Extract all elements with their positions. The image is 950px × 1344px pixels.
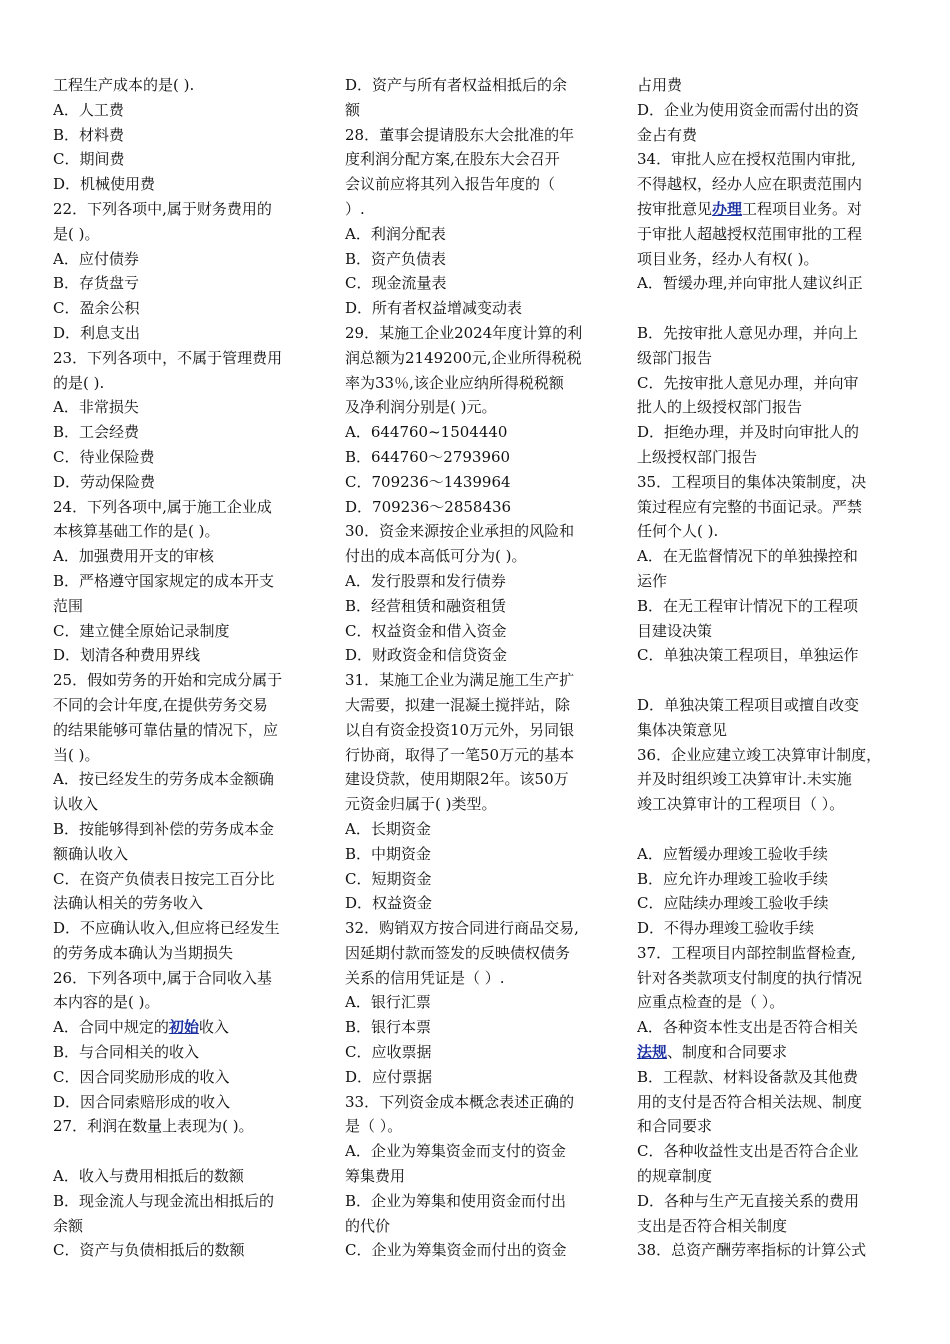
text-span: 应重点检查的是（ ）。 bbox=[637, 993, 785, 1012]
text-span: C．在资产负债表日按完工百分比 bbox=[53, 869, 275, 888]
text-span: A．长期资金 bbox=[345, 819, 431, 838]
text-line bbox=[637, 247, 901, 272]
text-line bbox=[637, 693, 901, 718]
text-line bbox=[637, 147, 901, 172]
text-span: C．单独决策工程项目，单独运作 bbox=[637, 646, 859, 665]
text-span: 认收入 bbox=[53, 795, 99, 814]
text-span: 上级授权部门报告 bbox=[637, 447, 758, 466]
text-span: A．企业为筹集资金而支付的资金 bbox=[345, 1142, 566, 1161]
text-span: 的结果能够可靠估量的情况下，应 bbox=[53, 720, 279, 739]
text-span: 37．工程项目内部控制监督检查, bbox=[637, 943, 856, 962]
text-span: 28．董事会提请股东大会批准的年 bbox=[345, 125, 575, 144]
text-line bbox=[637, 495, 901, 520]
hyperlink[interactable]: 办理 bbox=[712, 199, 743, 218]
text-span: 27．利润在数量上表现为( )。 bbox=[53, 1117, 254, 1136]
text-span: C．各种收益性支出是否符合企业 bbox=[637, 1142, 859, 1161]
text-span: C．应陆续办理竣工验收手续 bbox=[637, 894, 829, 913]
text-span: D．划清各种费用界线 bbox=[53, 646, 201, 665]
text-span: 策过程应有完整的书面记录。严禁 bbox=[637, 497, 863, 516]
text-line bbox=[345, 1090, 609, 1115]
text-line bbox=[345, 1015, 609, 1040]
text-line bbox=[53, 197, 317, 222]
text-span: 关系的信用凭证是（ ）. bbox=[345, 968, 505, 987]
text-line bbox=[637, 1015, 901, 1040]
text-span: 运作 bbox=[637, 571, 668, 590]
text-span: C．期间费 bbox=[53, 150, 125, 169]
text-line bbox=[345, 668, 609, 693]
text-span: B．工会经费 bbox=[53, 423, 140, 442]
text-span: 29．某施工企业2024年度计算的利 bbox=[345, 323, 583, 342]
text-line bbox=[345, 420, 609, 445]
text-line bbox=[53, 643, 317, 668]
text-span: A．应暂缓办理竣工验收手续 bbox=[637, 844, 828, 863]
text-span: B．应允许办理竣工验收手续 bbox=[637, 869, 829, 888]
text-span: 率为33％,该企业应纳所得税税额 bbox=[345, 373, 564, 392]
text-span: D．财政资金和信贷资金 bbox=[345, 646, 508, 665]
text-line bbox=[345, 1214, 609, 1239]
text-line bbox=[637, 1139, 901, 1164]
text-span: 、制度和合同要求 bbox=[667, 1043, 788, 1062]
text-line bbox=[637, 891, 901, 916]
text-span: 的规章制度 bbox=[637, 1167, 713, 1186]
text-span: 建设贷款，使用期限2年。该50万 bbox=[345, 770, 569, 789]
text-line bbox=[53, 271, 317, 296]
text-span: B．材料费 bbox=[53, 125, 125, 144]
text-line bbox=[637, 743, 901, 768]
text-span: A．收入与费用相抵后的数额 bbox=[53, 1167, 244, 1186]
text-span: 36．企业应建立竣工决算审计制度， bbox=[637, 745, 882, 764]
text-line bbox=[53, 371, 317, 396]
text-line bbox=[637, 1164, 901, 1189]
text-line bbox=[637, 1189, 901, 1214]
text-span: 竣工决算审计的工程项目（ ）。 bbox=[637, 795, 845, 814]
text-span: 是（ ）。 bbox=[345, 1117, 403, 1136]
text-span: 22．下列各项中,属于财务费用的 bbox=[53, 199, 272, 218]
text-line bbox=[53, 718, 317, 743]
text-line bbox=[345, 321, 609, 346]
blank-line bbox=[637, 668, 901, 693]
text-line bbox=[345, 123, 609, 148]
text-line bbox=[637, 842, 901, 867]
text-span: A．利润分配表 bbox=[345, 224, 446, 243]
text-span: D．所有者权益增减变动表 bbox=[345, 299, 523, 318]
text-line bbox=[53, 966, 317, 991]
text-line bbox=[345, 891, 609, 916]
text-span: 30．资金来源按企业承担的风险和 bbox=[345, 522, 575, 541]
text-line bbox=[345, 445, 609, 470]
text-span: B．现金流人与现金流出相抵后的 bbox=[53, 1191, 275, 1210]
text-line bbox=[637, 197, 901, 222]
text-column-left bbox=[53, 73, 317, 1263]
text-span: 行协商，取得了一笔50万元的基本 bbox=[345, 745, 575, 764]
text-line bbox=[637, 172, 901, 197]
text-span: D．709236～2858436 bbox=[345, 497, 512, 516]
text-span: B．严格遵守国家规定的成本开支 bbox=[53, 571, 275, 590]
text-span: D．单独决策工程项目或擅自改变 bbox=[637, 695, 860, 714]
text-line bbox=[637, 1114, 901, 1139]
text-span: D．应付票据 bbox=[345, 1067, 433, 1086]
text-line bbox=[53, 544, 317, 569]
text-line bbox=[53, 891, 317, 916]
text-line bbox=[53, 941, 317, 966]
text-span: 因延期付款而签发的反映债权债务 bbox=[345, 943, 571, 962]
text-span: D．各种与生产无直接关系的费用 bbox=[637, 1191, 860, 1210]
text-line bbox=[53, 420, 317, 445]
text-line bbox=[53, 222, 317, 247]
text-line bbox=[345, 371, 609, 396]
text-line bbox=[53, 743, 317, 768]
text-span: A．按已经发生的劳务成本金额确 bbox=[53, 770, 274, 789]
text-span: C．权益资金和借入资金 bbox=[345, 621, 507, 640]
text-span: A．各种资本性支出是否符合相关 bbox=[637, 1018, 858, 1037]
text-span: 32．购销双方按合同进行商品交易, bbox=[345, 919, 579, 938]
text-span: 的劳务成本确认为当期损失 bbox=[53, 943, 234, 962]
text-span: C．先按审批人意见办理，并向审 bbox=[637, 373, 859, 392]
text-span: 以自有资金投资10万元外，另同银 bbox=[345, 720, 575, 739]
text-line bbox=[345, 172, 609, 197]
text-span: 批人的上级授权部门报告 bbox=[637, 398, 803, 417]
text-line bbox=[53, 147, 317, 172]
text-span: 法确认相关的劳务收入 bbox=[53, 894, 204, 913]
text-span: 是( )。 bbox=[53, 224, 100, 243]
text-line bbox=[345, 1065, 609, 1090]
text-line bbox=[53, 1040, 317, 1065]
text-span: 及净利润分别是( )元。 bbox=[345, 398, 497, 417]
text-span: D．拒绝办理，并及时向审批人的 bbox=[637, 423, 860, 442]
text-span: C．现金流量表 bbox=[345, 274, 447, 293]
text-span: A．暂缓办理,并向审批人建议纠正 bbox=[637, 274, 863, 293]
text-span: B．在无工程审计情况下的工程项 bbox=[637, 596, 859, 615]
text-span: 余额 bbox=[53, 1216, 84, 1235]
text-span: 和合同要求 bbox=[637, 1117, 713, 1136]
text-line bbox=[345, 197, 609, 222]
text-line bbox=[53, 73, 317, 98]
text-span: 元资金归属于( )类型。 bbox=[345, 795, 497, 814]
text-line bbox=[637, 916, 901, 941]
text-line bbox=[637, 123, 901, 148]
text-span: 收入 bbox=[198, 1018, 229, 1037]
text-line bbox=[637, 346, 901, 371]
text-line bbox=[637, 966, 901, 991]
text-span: 金占有费 bbox=[637, 125, 698, 144]
text-span: 付出的成本高低可分为( )。 bbox=[345, 547, 527, 566]
text-span: D．不应确认收入,但应将已经发生 bbox=[53, 919, 280, 938]
text-line bbox=[345, 271, 609, 296]
text-line bbox=[53, 1090, 317, 1115]
text-span: 用的支付是否符合相关法规、制度 bbox=[637, 1092, 863, 1111]
text-line bbox=[345, 966, 609, 991]
text-line bbox=[345, 470, 609, 495]
hyperlink[interactable]: 初始 bbox=[168, 1018, 199, 1037]
text-span: 并及时组织竣工决算审计.未实施 bbox=[637, 770, 852, 789]
text-column-right bbox=[637, 73, 901, 1263]
text-line bbox=[345, 767, 609, 792]
text-line bbox=[345, 395, 609, 420]
text-line bbox=[345, 1189, 609, 1214]
text-span: A．在无监督情况下的单独操控和 bbox=[637, 547, 858, 566]
text-line bbox=[53, 569, 317, 594]
text-span: D．权益资金 bbox=[345, 894, 433, 913]
text-span: D．因合同索赔形成的收入 bbox=[53, 1092, 231, 1111]
text-line bbox=[345, 916, 609, 941]
text-span: A．加强费用开支的审核 bbox=[53, 547, 214, 566]
text-span: 会议前应将其列入报告年度的（ bbox=[345, 175, 556, 194]
text-span: 筹集费用 bbox=[345, 1167, 406, 1186]
text-span: 本内容的是( )。 bbox=[53, 993, 160, 1012]
text-line bbox=[345, 643, 609, 668]
text-span: 于审批人超越授权范围审批的工程 bbox=[637, 224, 863, 243]
text-span: 任何个人( ). bbox=[637, 522, 719, 541]
text-span: D．不得办理竣工验收手续 bbox=[637, 919, 815, 938]
text-line bbox=[345, 743, 609, 768]
text-line bbox=[345, 941, 609, 966]
text-span: 25．假如劳务的开始和完成分属于 bbox=[53, 671, 283, 690]
text-span: 项目业务，经办人有权( )。 bbox=[637, 249, 819, 268]
text-span: B．工程款、材料设备款及其他费 bbox=[637, 1067, 859, 1086]
text-span: D．利息支出 bbox=[53, 323, 141, 342]
text-span: 级部门报告 bbox=[637, 348, 713, 367]
text-line bbox=[53, 619, 317, 644]
text-line bbox=[53, 172, 317, 197]
text-line bbox=[637, 1040, 901, 1065]
text-span: 润总额为2149200元,企业所得税税 bbox=[345, 348, 582, 367]
text-span: 范围 bbox=[53, 596, 84, 615]
text-line bbox=[53, 519, 317, 544]
text-line bbox=[53, 1214, 317, 1239]
text-line bbox=[345, 990, 609, 1015]
text-line bbox=[345, 619, 609, 644]
blank-line bbox=[637, 817, 901, 842]
text-line bbox=[53, 693, 317, 718]
text-line bbox=[345, 1238, 609, 1263]
text-line bbox=[637, 569, 901, 594]
text-span: A．644760~1504440 bbox=[345, 423, 508, 442]
text-span: 按审批意见 bbox=[637, 199, 713, 218]
text-line bbox=[637, 619, 901, 644]
text-line bbox=[345, 718, 609, 743]
text-line bbox=[637, 420, 901, 445]
text-span: D．企业为使用资金而需付出的资 bbox=[637, 100, 860, 119]
text-span: A．非常损失 bbox=[53, 398, 139, 417]
text-line bbox=[637, 395, 901, 420]
text-span: 目建设决策 bbox=[637, 621, 713, 640]
text-line bbox=[53, 123, 317, 148]
text-line bbox=[345, 842, 609, 867]
text-line bbox=[53, 98, 317, 123]
text-line bbox=[53, 296, 317, 321]
text-line bbox=[53, 470, 317, 495]
text-line bbox=[637, 594, 901, 619]
text-span: 35．工程项目的集体决策制度，决 bbox=[637, 472, 867, 491]
text-line bbox=[637, 544, 901, 569]
text-span: 33．下列资金成本概念表述正确的 bbox=[345, 1092, 575, 1111]
text-line bbox=[345, 1139, 609, 1164]
text-line bbox=[345, 594, 609, 619]
text-line bbox=[53, 1238, 317, 1263]
text-column-middle bbox=[345, 73, 609, 1263]
text-span: 占用费 bbox=[637, 76, 683, 94]
text-line bbox=[637, 792, 901, 817]
text-span: 当( )。 bbox=[53, 745, 100, 764]
text-line bbox=[53, 445, 317, 470]
text-span: A．合同中规定的 bbox=[53, 1018, 169, 1037]
blank-line bbox=[637, 296, 901, 321]
text-line bbox=[345, 1164, 609, 1189]
text-line bbox=[53, 1065, 317, 1090]
text-line bbox=[53, 792, 317, 817]
text-line bbox=[637, 1214, 901, 1239]
text-span: C．资产与负债相抵后的数额 bbox=[53, 1241, 245, 1260]
text-line bbox=[345, 296, 609, 321]
text-line bbox=[53, 495, 317, 520]
text-span: C．短期资金 bbox=[345, 869, 432, 888]
text-span: B．企业为筹集和使用资金而付出 bbox=[345, 1191, 567, 1210]
text-line bbox=[637, 470, 901, 495]
text-span: 的是( ). bbox=[53, 373, 105, 392]
text-line bbox=[345, 544, 609, 569]
text-line bbox=[345, 817, 609, 842]
text-span: B．资产负债表 bbox=[345, 249, 447, 268]
text-line bbox=[637, 371, 901, 396]
text-line bbox=[637, 321, 901, 346]
text-line bbox=[345, 147, 609, 172]
text-line bbox=[345, 222, 609, 247]
text-span: B．与合同相关的收入 bbox=[53, 1043, 200, 1062]
text-line bbox=[637, 767, 901, 792]
text-span: 的代价 bbox=[345, 1216, 391, 1235]
text-line bbox=[53, 395, 317, 420]
text-span: 工程生产成本的是( ). bbox=[53, 76, 195, 94]
text-line bbox=[345, 495, 609, 520]
text-line bbox=[53, 842, 317, 867]
text-line bbox=[637, 271, 901, 296]
text-line bbox=[637, 990, 901, 1015]
text-span: 38．总资产酬劳率指标的计算公式 bbox=[637, 1241, 867, 1260]
text-span: 大需要，拟建一混凝土搅拌站，除 bbox=[345, 695, 571, 714]
text-line bbox=[637, 643, 901, 668]
text-line bbox=[345, 519, 609, 544]
text-span: A．发行股票和发行债券 bbox=[345, 571, 506, 590]
text-line bbox=[637, 718, 901, 743]
text-span: B．中期资金 bbox=[345, 844, 432, 863]
text-span: 度利润分配方案,在股东大会召开 bbox=[345, 150, 560, 169]
text-line bbox=[345, 346, 609, 371]
text-line bbox=[637, 1065, 901, 1090]
text-span: C．应收票据 bbox=[345, 1043, 432, 1062]
text-span: C．因合同奖励形成的收入 bbox=[53, 1067, 230, 1086]
text-span: 额确认收入 bbox=[53, 844, 129, 863]
text-line bbox=[53, 867, 317, 892]
text-line bbox=[53, 1015, 317, 1040]
text-line bbox=[637, 222, 901, 247]
hyperlink[interactable]: 法规 bbox=[637, 1043, 668, 1062]
text-span: B．先按审批人意见办理，并向上 bbox=[637, 323, 859, 342]
text-span: 23．下列各项中，不属于管理费用 bbox=[53, 348, 283, 367]
text-line bbox=[345, 1114, 609, 1139]
text-line bbox=[345, 73, 609, 98]
text-span: 额 bbox=[345, 100, 361, 119]
text-span: A．银行汇票 bbox=[345, 993, 431, 1012]
text-line bbox=[637, 1238, 901, 1263]
text-span: 针对各类款项支付制度的执行情况 bbox=[637, 968, 863, 987]
text-line bbox=[637, 445, 901, 470]
text-line bbox=[345, 693, 609, 718]
text-span: 不得越权，经办人应在职责范围内 bbox=[637, 175, 863, 194]
text-span: A．应付债券 bbox=[53, 249, 139, 268]
text-line bbox=[345, 1040, 609, 1065]
text-span: B．经营租赁和融资租赁 bbox=[345, 596, 507, 615]
text-line bbox=[345, 867, 609, 892]
text-span: B．按能够得到补偿的劳务成本金 bbox=[53, 819, 275, 838]
text-span: C．盈余公积 bbox=[53, 299, 140, 318]
blank-line bbox=[53, 1139, 317, 1164]
text-line bbox=[637, 519, 901, 544]
text-line bbox=[345, 247, 609, 272]
text-span: B．银行本票 bbox=[345, 1018, 432, 1037]
text-span: 31．某施工企业为满足施工生产扩 bbox=[345, 671, 575, 690]
text-line bbox=[345, 792, 609, 817]
text-span: 不同的会计年度,在提供劳务交易 bbox=[53, 695, 268, 714]
text-span: 工程项目业务。对 bbox=[742, 199, 863, 218]
text-line bbox=[637, 98, 901, 123]
text-line bbox=[53, 916, 317, 941]
text-line bbox=[53, 321, 317, 346]
text-span: D．资产与所有者权益相抵后的余 bbox=[345, 76, 568, 94]
text-line bbox=[53, 594, 317, 619]
text-line bbox=[53, 668, 317, 693]
text-line bbox=[53, 247, 317, 272]
text-span: 24．下列各项中,属于施工企业成 bbox=[53, 497, 272, 516]
text-span: B．644760～2793960 bbox=[345, 447, 511, 466]
text-line bbox=[53, 990, 317, 1015]
text-span: C．企业为筹集资金而付出的资金 bbox=[345, 1241, 567, 1260]
text-span: B．存货盘亏 bbox=[53, 274, 140, 293]
text-line bbox=[637, 941, 901, 966]
text-span: 集体决策意见 bbox=[637, 720, 728, 739]
text-span: 26．下列各项中,属于合同收入基 bbox=[53, 968, 272, 987]
text-line bbox=[53, 1189, 317, 1214]
text-line bbox=[637, 73, 901, 98]
text-span: C．709236～1439964 bbox=[345, 472, 511, 491]
text-span: D．机械使用费 bbox=[53, 175, 156, 194]
text-line bbox=[637, 1090, 901, 1115]
text-span: 支出是否符合相关制度 bbox=[637, 1216, 788, 1235]
text-span: ）. bbox=[345, 199, 365, 218]
text-line bbox=[53, 346, 317, 371]
text-span: C．待业保险费 bbox=[53, 447, 155, 466]
text-line bbox=[53, 1164, 317, 1189]
text-line bbox=[53, 817, 317, 842]
text-span: A．人工费 bbox=[53, 100, 124, 119]
text-line bbox=[53, 1114, 317, 1139]
text-line bbox=[637, 867, 901, 892]
text-line bbox=[345, 98, 609, 123]
text-span: 本核算基础工作的是( )。 bbox=[53, 522, 220, 541]
text-line bbox=[345, 569, 609, 594]
text-span: C．建立健全原始记录制度 bbox=[53, 621, 230, 640]
text-span: D．劳动保险费 bbox=[53, 472, 156, 491]
text-span: 34．审批人应在授权范围内审批, bbox=[637, 150, 856, 169]
text-line bbox=[53, 767, 317, 792]
